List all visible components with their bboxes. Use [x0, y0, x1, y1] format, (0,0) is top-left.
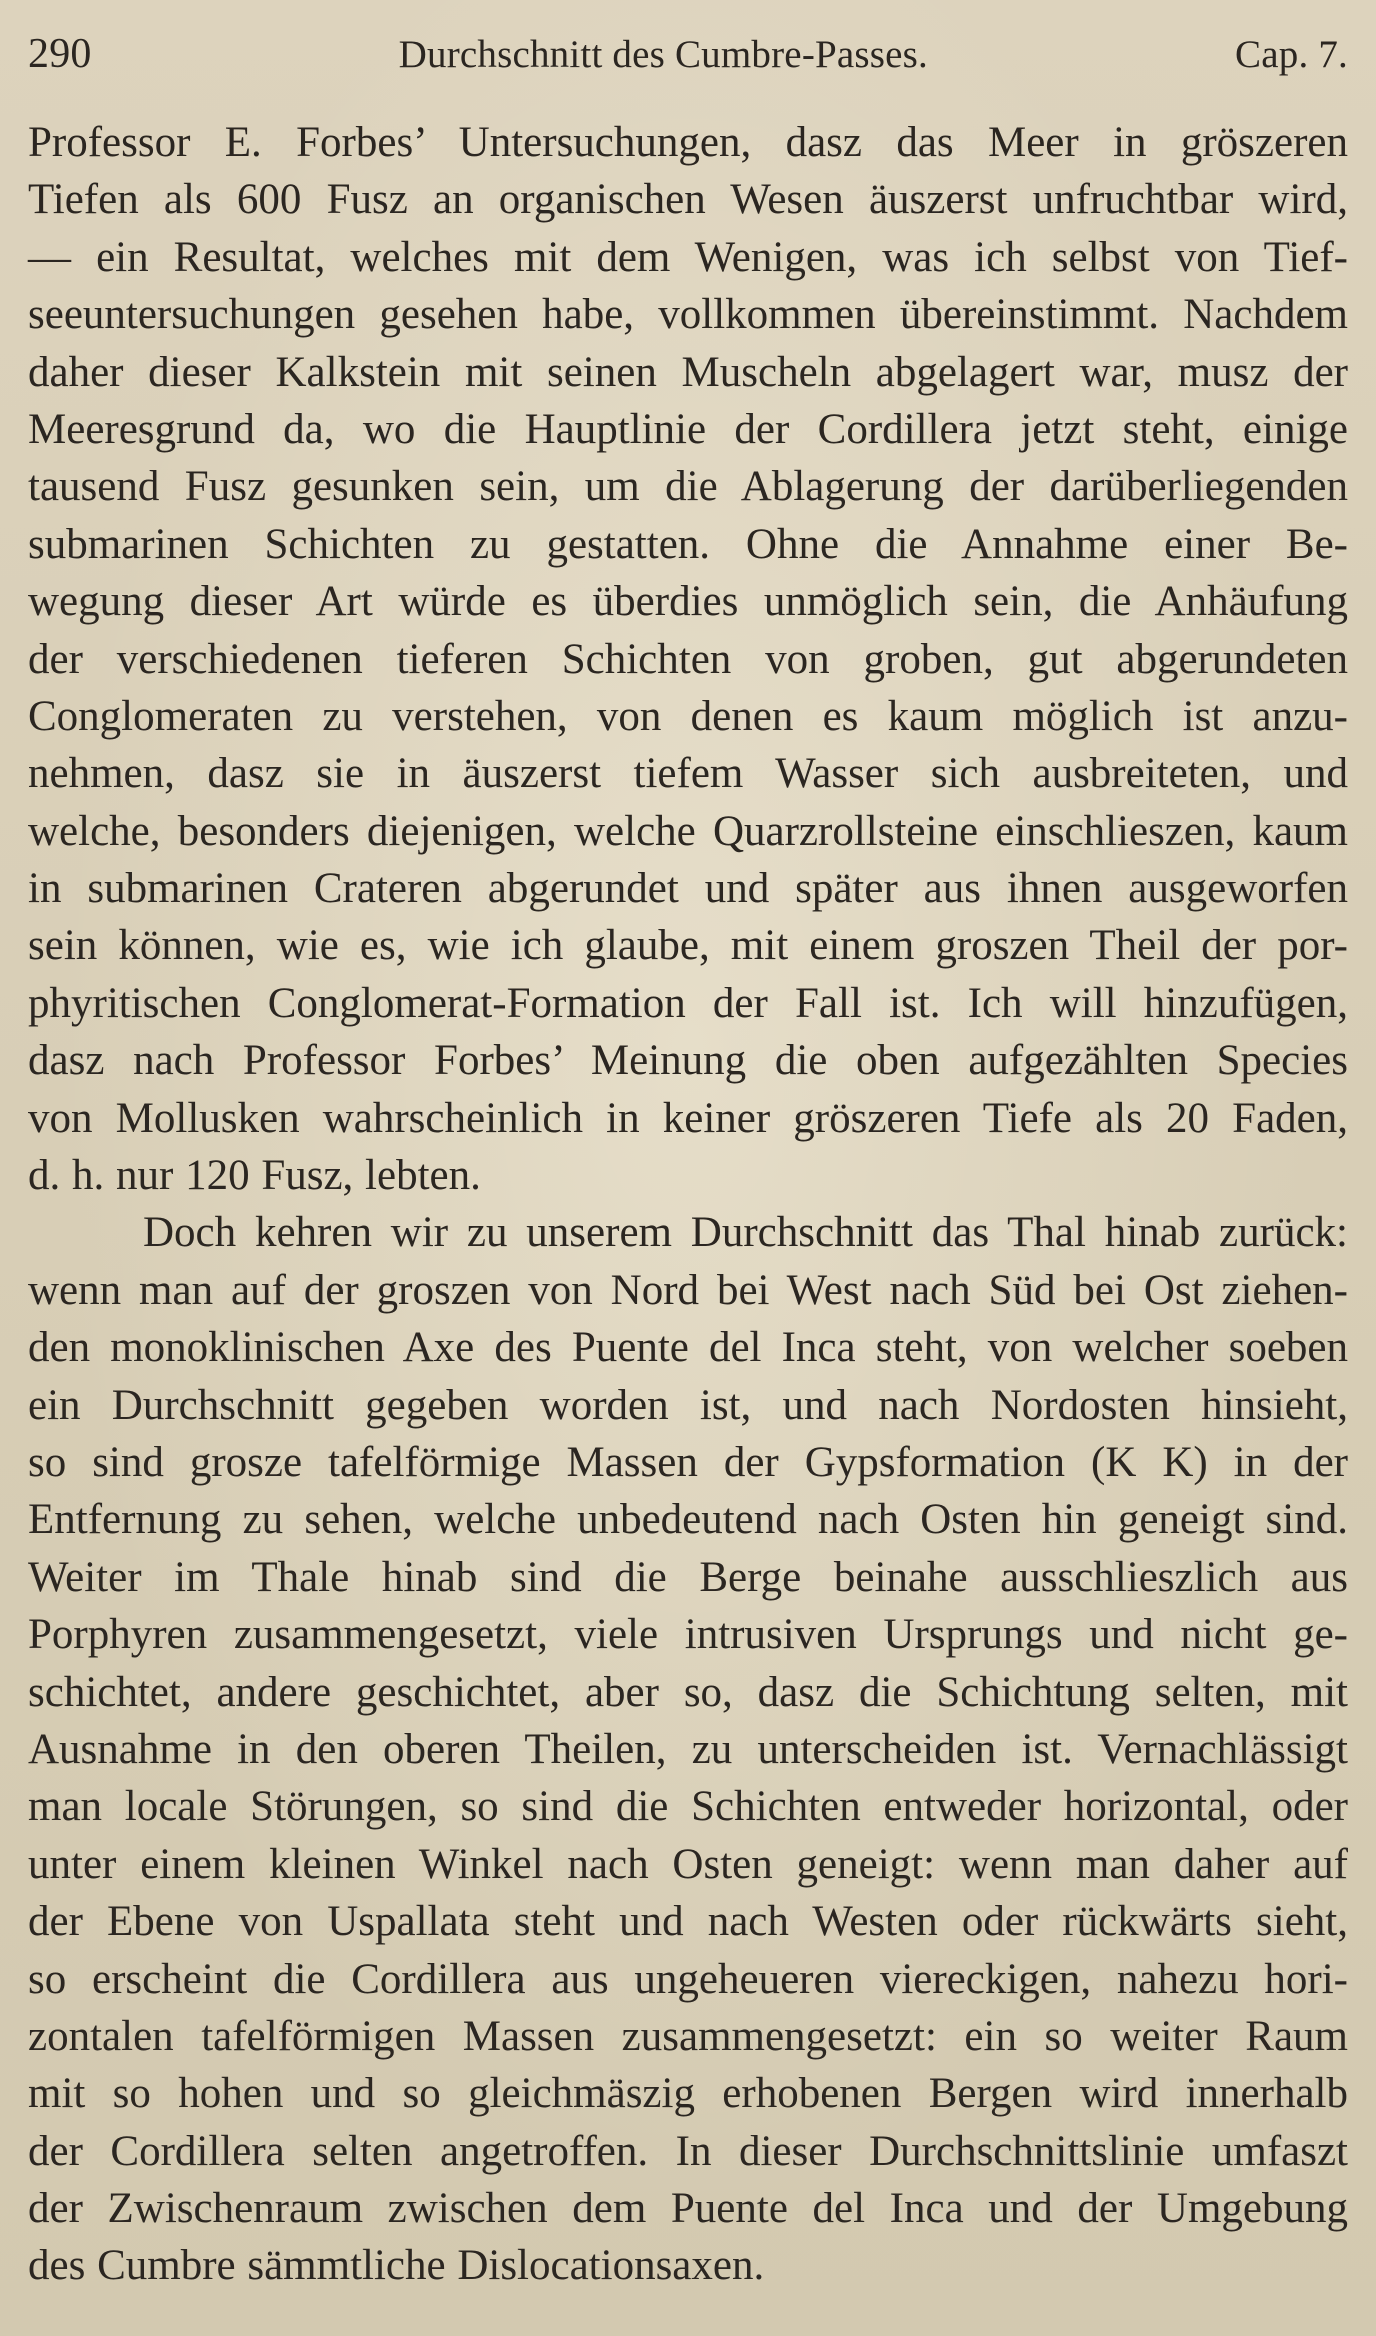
chapter-label: Cap. 7.	[1235, 33, 1348, 76]
text-line: Meeresgrund da, wo die Hauptlinie der Cordillera jetzt steht, einige	[28, 405, 1348, 453]
text-line: Professor E. Forbes’ Untersuchungen, dasz das Meer in grӧszeren	[28, 119, 1348, 166]
text-line: schichtet, andere geschichtet, aber so, dasz die Schichtung selten, mit	[28, 1668, 1348, 1716]
text-line: ein Durchschnitt gegeben worden ist, und nach Nordosten hinsieht,	[28, 1381, 1348, 1429]
text-line: der verschiedenen tieferen Schichten von groben, gut abgerundeten	[28, 635, 1348, 683]
text-line: seeuntersuchungen gesehen habe, vollkommen übereinstimmt. Nachdem	[28, 291, 1348, 339]
paragraph-end-line: des Cumbre sämmtliche Dislocationsaxen.	[28, 2242, 765, 2290]
text-line: zontalen tafelfӧrmigen Massen zusammengesetzt: ein so weiter Raum	[28, 2012, 1348, 2060]
text-line: man locale Stӧrungen, so sind die Schichten entweder horizontal, oder	[28, 1783, 1348, 1831]
text-line: Entfernung zu sehen, welche unbedeutend nach Osten hin geneigt sind.	[28, 1496, 1348, 1544]
text-line: phyritischen Conglomerat-Formation der Fall ist. Ich will hinzufügen,	[28, 979, 1348, 1027]
text-line: Porphyren zusammengesetzt, viele intrusiven Ursprungs und nicht ge-	[28, 1611, 1348, 1659]
text-line: so sind grosze tafelfӧrmige Massen der Gypsformation (K K) in der	[28, 1438, 1348, 1486]
text-line: den monoklinischen Axe des Puente del Inca steht, von welcher soeben	[28, 1324, 1348, 1372]
text-line: nehmen, dasz sie in äuszerst tiefem Wasser sich ausbreiteten, und	[28, 750, 1348, 798]
running-head	[28, 30, 1348, 86]
running-title: Durchschnitt des Cumbre-Passes.	[398, 33, 928, 76]
text-line: unter einem kleinen Winkel nach Osten geneigt: wenn man daher auf	[28, 1840, 1348, 1888]
text-line: mit so hohen und so gleichmäszig erhobenen Bergen wird innerhalb	[28, 2070, 1348, 2118]
text-line: welche, besonders diejenigen, welche Quarzrollsteine einschlieszen, kaum	[28, 807, 1348, 855]
text-line: wegung dieser Art würde es überdies unmӧglich sein, die Anhäufung	[28, 578, 1348, 626]
text-line: so erscheint die Cordillera aus ungeheueren viereckigen, nahezu hori-	[28, 1955, 1348, 2003]
text-line: — ein Resultat, welches mit dem Wenigen, was ich selbst von Tief-	[28, 233, 1348, 281]
text-line: daher dieser Kalkstein mit seinen Muscheln abgelagert war, musz der	[28, 348, 1348, 396]
page-number: 290	[28, 31, 92, 77]
text-line: wenn man auf der groszen von Nord bei West nach Süd bei Ost ziehen-	[28, 1266, 1348, 1314]
text-line: der Ebene von Uspallata steht und nach Westen oder rückwärts sieht,	[28, 1898, 1348, 1946]
text-line: sein kӧnnen, wie es, wie ich glaube, mit einem groszen Theil der por-	[28, 922, 1348, 970]
text-line: tausend Fusz gesunken sein, um die Ablagerung der darüberliegenden	[28, 463, 1348, 511]
text-line: submarinen Schichten zu gestatten. Ohne die Annahme einer Be-	[28, 520, 1348, 568]
text-line: dasz nach Professor Forbes’ Meinung die oben aufgezählten Species	[28, 1037, 1348, 1085]
text-line: Conglomeraten zu verstehen, von denen es kaum mӧglich ist anzu-	[28, 692, 1348, 740]
text-line: der Cordillera selten angetroffen. In dieser Durchschnittslinie umfaszt	[28, 2127, 1348, 2175]
text-line: in submarinen Crateren abgerundet und später aus ihnen ausgeworfen	[28, 865, 1348, 913]
text-line: Tiefen als 600 Fusz an organischen Wesen äuszerst unfruchtbar wird,	[28, 176, 1348, 224]
text-line: Weiter im Thale hinab sind die Berge beinahe ausschlieszlich aus	[28, 1553, 1348, 1601]
text-line: Ausnahme in den oberen Theilen, zu unterscheiden ist. Vernachlässigt	[28, 1725, 1348, 1773]
text-line: der Zwischenraum zwischen dem Puente del Inca und der Umgebung	[28, 2185, 1348, 2233]
paragraph-end-line: d. h. nur 120 Fusz, lebten.	[28, 1152, 481, 1200]
paragraph-start-line: Doch kehren wir zu unserem Durchschnitt das Thal hinab zurück:	[143, 1209, 1348, 1257]
body-text	[28, 114, 1348, 2295]
text-line: von Mollusken wahrscheinlich in keiner grӧszeren Tiefe als 20 Faden,	[28, 1094, 1348, 1142]
